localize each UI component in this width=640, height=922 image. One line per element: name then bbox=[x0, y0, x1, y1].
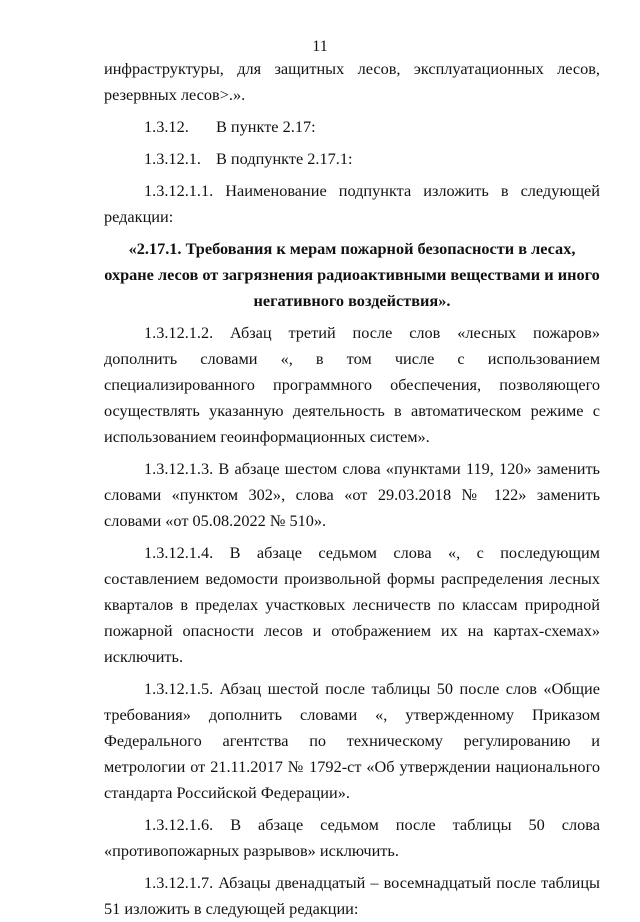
clause-1-3-12 bbox=[104, 114, 600, 140]
section-heading: «2.17.1. Требования к мерам пожарной безопасности в лесах, охране лесов от загрязнения радиоактивными веществами и иного негативного воздействия». bbox=[104, 239, 600, 310]
clause-1-3-12-1 bbox=[104, 146, 600, 172]
clause-number: 1.3.12.1. bbox=[144, 149, 201, 168]
document-body bbox=[104, 56, 600, 922]
paragraph-1-3-12-1-5: 1.3.12.1.5. Абзац шестой после таблицы 50 после слов «Общие требования» дополнить словами «, утвержденному Приказом Федерального агентства по техническому регулированию и метрологии от 21.11.2017 № 1792-ст «Об утверждении национального стандарта Российской Федерации». bbox=[104, 679, 600, 802]
clause-number: 1.3.12. bbox=[144, 117, 189, 136]
clause-text: В пункте 2.17: bbox=[216, 117, 316, 136]
paragraph-1-3-12-1-3: 1.3.12.1.3. В абзаце шестом слова «пунктами 119, 120» заменить словами «пунктом 302», слова «от 29.03.2018 № 122» заменить словами «от 05.08.2022 № 510». bbox=[104, 459, 600, 530]
paragraph-1-3-12-1-7: 1.3.12.1.7. Абзацы двенадцатый – восемнадцатый после таблицы 51 изложить в следующей редакции: bbox=[104, 873, 600, 918]
paragraph-1-3-12-1-2: 1.3.12.1.2. Абзац третий после слов «лесных пожаров» дополнить словами «, в том числе с использованием специализированного программного обеспечения, позволяющего осуществлять указанную деятельность в автоматическом режиме с использованием геоинформационных систем». bbox=[104, 323, 600, 446]
page-number: 11 bbox=[312, 38, 328, 55]
paragraph-continuation: инфраструктуры, для защитных лесов, эксплуатационных лесов, резервных лесов>.». bbox=[104, 59, 600, 104]
clause-text: В подпункте 2.17.1: bbox=[216, 149, 353, 168]
paragraph-1-3-12-1-1: 1.3.12.1.1. Наименование подпункта изложить в следующей редакции: bbox=[104, 181, 600, 226]
paragraph-1-3-12-1-6: 1.3.12.1.6. В абзаце седьмом после таблицы 50 слова «противопожарных разрывов» исключить. bbox=[104, 815, 600, 860]
paragraph-1-3-12-1-4: 1.3.12.1.4. В абзаце седьмом слова «, с последующим составлением ведомости произвольной формы распределения лесных кварталов в пределах участковых лесничеств по классам природной пожарной опасности лесов и отображением их на картах-схемах» исключить. bbox=[104, 543, 600, 666]
